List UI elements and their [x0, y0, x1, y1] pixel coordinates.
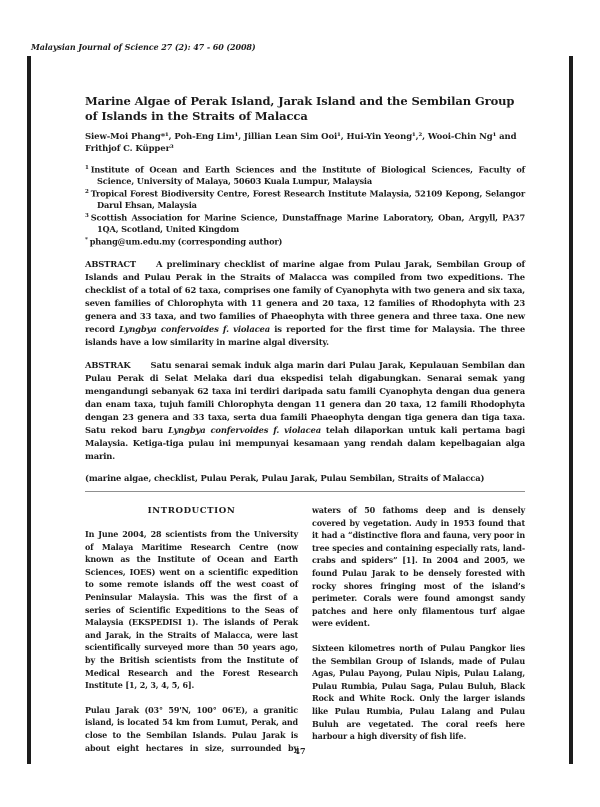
- abstrak-text: telah dilaporkan untuk kali pertama bagi Malaysia. Ketiga-tiga pulau ini mempunyai kesamaan yang rendah dalam kepelbagaian alga marin.: [85, 425, 525, 462]
- section-divider: [85, 491, 525, 492]
- scan-edge-left: [27, 56, 31, 764]
- intro-paragraph-3: Sixteen kilometres north of Pulau Pangkor lies the Sembilan Group of Islands, made of Pulau Agas, Pulau Payong, Pulau Nipis, Pulau Lalang, Pulau Rumbia, Pulau Saga, Pulau Buluh, Black Rock and White Rock. Only the larger islands like Pulau Rumbia, Pulau Lalang and Pulau Buluh are vegetated. The coral reefs here harbour a high diversity of fish life.: [312, 643, 525, 742]
- journal-citation: Malaysian Journal of Science 27 (2): 47 - 60 (2008): [31, 42, 256, 52]
- abstract-section: [85, 258, 525, 349]
- affiliation-item: [85, 211, 525, 235]
- corresponding-author-email: [85, 235, 525, 248]
- affiliation-item: [85, 187, 525, 211]
- page-number: 47: [294, 746, 306, 756]
- affiliations-block: [85, 163, 525, 248]
- two-column-body: [85, 504, 525, 756]
- affiliation-marker: 1: [85, 165, 89, 171]
- keywords-line: (marine algae, checklist, Pulau Perak, Pulau Jarak, Pulau Sembilan, Straits of Malacca): [85, 473, 485, 484]
- paper-title: Marine Algae of Perak Island, Jarak Island and the Sembilan Group of Islands in the Straits of Malacca: [85, 94, 515, 123]
- abstract-text: A preliminary checklist of marine algae from Pulau Jarak, Sembilan Group of Islands and Pulau Perak in the Straits of Malacca was compiled from two expeditions. The checklist of a total of 62 taxa, comprises one family of Cyanophyta with two genera and six taxa, seven families of Chlorophyta with 11 genera and 20 taxa, 12 families of Rhodophyta with 23 genera and 33 taxa, and two families of Phaeophyta with three genera and three taxa. One new record: [85, 259, 525, 335]
- affiliation-marker: 3: [85, 213, 89, 220]
- species-name: Lyngbya confervoides f. violacea: [168, 425, 321, 436]
- affiliation-marker: *: [85, 237, 88, 244]
- section-heading-introduction: INTRODUCTION: [147, 506, 236, 517]
- intro-paragraph-2: Pulau Jarak (03° 59'N, 100° 06'E), a granitic island, is located 54 km from Lumut, Perak, and close to the Sembilan Islands. Pulau Jarak is about eight hectares in size, surrounded by waters of 50 fathoms deep and is densely covered by vegetation. Audy in 1953 found that it had a “distinctive flora and fauna, very poor in tree species and containing especially rats, land-crabs and spiders” [1]. In 2004 and 2005, we found Pulau Jarak to be densely forested with rocky shores fringing most of the island’s perimeter. Corals were found amongst sandy patches and here only filamentous turf algae were evident.: [85, 505, 525, 753]
- abstract-text: is reported for the first time for Malaysia. The three islands have a low similarity in marine algal diversity.: [85, 324, 525, 348]
- abstract-label: ABSTRACT: [85, 259, 137, 270]
- scan-edge-right: [569, 56, 573, 764]
- intro-paragraph-1: In June 2004, 28 scientists from the University of Malaya Maritime Research Centre (now known as the Institute of Ocean and Earth Sciences, IOES) went on a scientific expedition to some remote islands off the west coast of Peninsular Malaysia. This was the first of a series of Scientific Expeditions to the Seas of Malaysia (EKSPEDISI 1). The islands of Perak and Jarak, in the Straits of Malacca, were last scientifically surveyed more than 50 years ago, by the British scientists from the Institute of Medical Research and the Forest Research Institute [1, 2, 3, 4, 5, 6].: [85, 529, 298, 691]
- affiliation-text: Scottish Association for Marine Science, Dunstaffnage Marine Laboratory, Oban, Argyll, PA37 1QA, Scotland, United Kingdom: [90, 212, 525, 234]
- species-name: Lyngbya confervoides f. violacea: [119, 324, 271, 335]
- affiliation-text: phang@um.edu.my (corresponding author): [89, 236, 283, 247]
- abstrak-text: Satu senarai semak induk alga marin dari Pulau Jarak, Kepulauan Sembilan dan Pulau Perak di Selat Melaka dari dua ekspedisi telah digabungkan. Senarai semak yang mengandungi sebanyak 62 taxa ini terdiri daripada satu famili Cyanophyta dengan dua genera dan enam taxa, tujuh famili Chlorophyta dengan 11 genera dan 20 taxa, 12 famili Rhodophyta dengan 23 genera and 33 taxa, serta dua famili Phaeophyta dengan tiga genera dan tiga taxa. Satu rekod baru: [85, 360, 525, 436]
- affiliation-text: Tropical Forest Biodiversity Centre, Forest Research Institute Malaysia, 52109 Kepong, Selangor Darul Ehsan, Malaysia: [90, 188, 525, 210]
- affiliation-marker: 2: [85, 189, 89, 196]
- abstrak-label: ABSTRAK: [85, 360, 131, 371]
- affiliation-text: Institute of Ocean and Earth Sciences and the Institute of Biological Sciences, Faculty of Science, University of Malaya, 50603 Kuala Lumpur, Malaysia: [90, 164, 525, 186]
- paper-content: [85, 94, 525, 756]
- abstrak-section: [85, 359, 525, 463]
- affiliation-item: [85, 163, 525, 187]
- authors-line: Siew-Moi Phang*¹, Poh-Eng Lim¹, Jillian Lean Sim Ooi¹, Hui-Yin Yeong¹,², Wooi-Chin Ng¹ and Frithjof C. Küpper³: [85, 132, 517, 154]
